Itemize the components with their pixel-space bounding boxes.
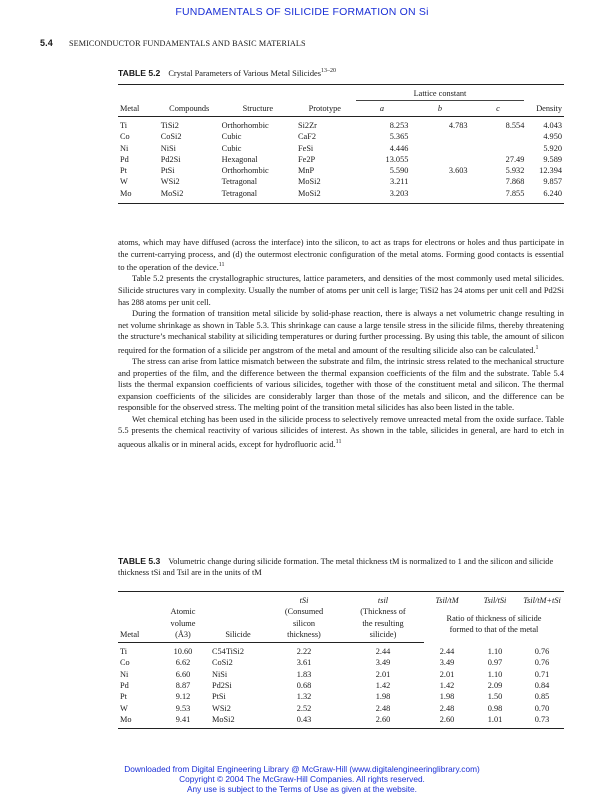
table-cell (410, 154, 469, 165)
table-cell: NiSi (160, 143, 176, 153)
footer-line: Copyright © 2004 The McGraw-Hill Companies. All rights reserved. (179, 774, 425, 784)
col-header: silicon (292, 618, 316, 628)
table-cell: Ni (120, 143, 129, 153)
col-header: tSi (266, 592, 342, 607)
caption-text: Crystal Parameters of Various Metal Silicides (168, 68, 322, 78)
paragraph: atoms, which may have diffused (across the interface) into the silicon, to act as traps for electrons or holes and thus participate in the current-carrying process, and (d) the outermost electronic configuration of the metal atoms. Forming good contacts is essential to the operation of the device.$^{11}$ (118, 237, 564, 272)
table-cell: 1.32 (296, 692, 312, 702)
col-header: c (470, 101, 527, 117)
table-cell: 4.446 (389, 143, 409, 153)
table-cell: CoSi2 (212, 658, 233, 668)
table-5-2-caption (118, 66, 568, 79)
table-cell: CoSi2 (160, 132, 182, 142)
table-cell: 3.61 (296, 658, 312, 668)
table-row (118, 165, 564, 176)
table-cell: 2.01 (439, 669, 455, 679)
table-row (118, 176, 564, 187)
table-cell: 0.71 (534, 669, 550, 679)
table-cell: WSi2 (160, 177, 180, 187)
table-cell: PtSi (212, 692, 226, 702)
caption-text: Volumetric change during silicide formation. The metal thickness tM is normalized to 1 and the silicon and silicide thickness tSi and Tsil are in the units of tM (118, 557, 554, 577)
col-header: tsil (342, 592, 424, 607)
table-cell: Pd2Si (160, 154, 181, 164)
table-cell (410, 188, 469, 204)
table-cell: 2.60 (342, 714, 424, 729)
table-cell: 10.60 (173, 647, 193, 657)
paragraph: During the formation of transition metal silicide by solid-phase reaction, there is always a net volumetric change resulting in net volume shrinkage as shown in Table 5.3. This shrinkage can cause a large tensile stress in the silicide films, thereby threatening the structure’s mechanical stability at siliciding temperatures or during further processing. By using this table, the amount of silicon required for the formation of a silicide per angstrom of the metal and amount of the resulting silicide also can be calculated.$^1$ (118, 308, 564, 355)
table-cell (470, 131, 527, 142)
ratio-header: Ratio of thickness of silicide formed to that of the metal (446, 614, 542, 635)
col-header: thickness) (266, 629, 342, 643)
table-cell: 1.10 (487, 669, 503, 679)
table-cell: 0.73 (520, 714, 564, 729)
table-cell: Co (120, 658, 130, 668)
table-cell: Ti (120, 121, 128, 130)
col-header: (Consumed (284, 607, 324, 617)
table-cell: TiSi2 (160, 121, 179, 130)
table-row (118, 643, 564, 658)
col-header: Structure (220, 101, 296, 117)
table-cell: 4.950 (543, 132, 562, 142)
col-header: Metal (118, 629, 156, 643)
table-cell: 6.62 (175, 658, 191, 668)
table-cell: 6.60 (175, 669, 191, 679)
table-cell: 3.211 (390, 177, 409, 187)
running-head (40, 38, 580, 48)
table-cell: 9.12 (175, 692, 191, 702)
table-5-3 (118, 591, 564, 729)
table-cell: 0.97 (487, 658, 503, 668)
table-cell: W (120, 177, 128, 187)
table-cell: 1.98 (375, 692, 391, 702)
table-5-2-body (118, 117, 564, 204)
table-cell: Orthorhombic (221, 121, 269, 130)
table-5-3-body (118, 643, 564, 729)
table-cell: MoSi2 (210, 714, 266, 729)
table-cell: 27.49 (505, 154, 525, 164)
table-cell: Pd2Si (212, 681, 232, 691)
col-header: a (354, 101, 411, 117)
table-cell: Hexagonal (221, 154, 258, 164)
table-cell: 9.857 (543, 177, 562, 187)
col-header: Tsil/tSi (470, 592, 520, 607)
table-cell: Ti (120, 647, 128, 657)
table-row (118, 154, 564, 165)
table-row (118, 188, 564, 204)
table-cell: 8.253 (389, 121, 409, 130)
table-cell: Mo (118, 188, 159, 204)
page-number: 5.4 (40, 38, 53, 48)
col-header: Atomic (170, 607, 196, 617)
col-header: volume (170, 618, 196, 628)
table-cell (410, 143, 469, 154)
table-cell: Pd (120, 681, 129, 691)
table-cell: 0.84 (534, 681, 550, 691)
table-cell: 2.22 (296, 647, 312, 657)
table-5-3-caption (118, 556, 568, 578)
col-header: Density (526, 101, 564, 117)
table-cell: Cubic (221, 143, 242, 153)
download-footer (0, 764, 604, 794)
table-cell: PtSi (160, 166, 175, 176)
table-cell: 0.68 (296, 681, 312, 691)
table-cell: C54TiSi2 (212, 647, 244, 657)
table-cell: WSi2 (212, 703, 231, 713)
table-cell: 1.83 (296, 669, 312, 679)
footer-line: Any use is subject to the Terms of Use as given at the website. (187, 784, 417, 794)
table-cell: 2.60 (424, 714, 470, 729)
table-cell: 3.603 (448, 166, 468, 176)
table-cell: Mo (118, 714, 156, 729)
table-cell: 4.783 (448, 121, 468, 130)
paragraph: The stress can arise from lattice mismatch between the substrate and film, the intrinsic stress related to the mechanical structure and properties of the film, and the difference between the thermal expansion coefficients of the film and the substrate. Table 5.4 lists the thermal expansion coefficients of various silicides, together with those of the constituent metal and silicon. The thermal expansion coefficients of the silicides are considerably larger than those of the metals and silicon, and the difference can be responsible for the observed stress. The melting point of the transition metal silicides has also been listed in the table. (118, 356, 564, 413)
table-cell: 5.590 (389, 166, 409, 176)
col-header: Compounds (159, 101, 220, 117)
table-cell: 1.98 (439, 692, 455, 702)
table-cell: 12.394 (539, 166, 562, 176)
table-row (118, 657, 564, 668)
table-cell: Si2Zr (298, 121, 317, 130)
table-label: TABLE 5.2 (118, 67, 161, 78)
table-cell: Tetragonal (221, 177, 258, 187)
col-header: Tsil/tM+tSi (520, 592, 564, 607)
table-cell: 2.48 (439, 703, 455, 713)
table-cell: 3.49 (439, 658, 455, 668)
table-cell: 3.49 (375, 658, 391, 668)
table-cell: 9.41 (156, 714, 210, 729)
table-cell: 5.365 (389, 132, 409, 142)
col-header: Silicide (210, 629, 266, 643)
table-cell (410, 176, 469, 187)
table-label: TABLE 5.3 (118, 556, 161, 566)
table-cell (470, 143, 527, 154)
col-header: Prototype (296, 101, 354, 117)
table-cell: 8.87 (175, 681, 191, 691)
col-header: Metal (118, 101, 159, 117)
table-cell (410, 131, 469, 142)
caption-refs: 13–20 (321, 68, 337, 74)
table-cell: 3.203 (354, 188, 411, 204)
table-cell: MnP (298, 166, 315, 176)
col-header: b (410, 101, 469, 117)
table-cell: 5.920 (543, 143, 562, 153)
table-cell: 8.554 (505, 121, 525, 130)
table-cell: 0.43 (266, 714, 342, 729)
table-cell: CaF2 (298, 132, 316, 142)
table-cell: 6.240 (526, 188, 564, 204)
table-cell: 0.98 (487, 703, 503, 713)
table-row (118, 669, 564, 680)
table-row (118, 703, 564, 714)
table-cell: 1.01 (470, 714, 520, 729)
table-cell: 4.043 (543, 121, 562, 130)
table-cell: 2.44 (375, 647, 391, 657)
table-row (118, 691, 564, 702)
col-header: the resulting (362, 618, 404, 628)
table-cell: 5.932 (505, 166, 525, 176)
table-cell: 2.09 (487, 681, 503, 691)
document-banner: FUNDAMENTALS OF SILICIDE FORMATION ON Si (175, 6, 429, 18)
paragraph: Table 5.2 presents the crystallographic structures, lattice parameters, and densities of the most commonly used metal silicides. Silicide structures vary in complexity. Usually the number of atoms per unit cell is large; TiSi2 has 24 atoms per unit cell and Pd2Si has 288 atoms per unit cell. (118, 273, 564, 307)
table-5-2 (118, 84, 564, 204)
table-cell: Co (120, 132, 130, 142)
paragraph: Wet chemical etching has been used in the silicide process to selectively remove unreacted metal from the oxide surface. Table 5.5 presents the chemical reactivity of various silicides of interest. As shown in the table, silicides in general, are hard to etch in aqueous alkalis or in mineral acids, except for hydrofluoric acid.$^{11}$ (118, 413, 564, 449)
col-header: silicide) (342, 629, 424, 643)
table-cell: MoSi2 (296, 188, 354, 204)
table-cell: NiSi (212, 669, 228, 679)
table-cell: Fe2P (298, 154, 316, 164)
table-cell: 2.52 (296, 703, 312, 713)
footer-line[interactable]: Downloaded from Digital Engineering Library @ McGraw-Hill (www.digitalengineeringlibrary.com) (124, 764, 480, 774)
table-cell: MoSi2 (159, 188, 220, 204)
lattice-constant-header: Lattice constant (354, 85, 527, 102)
col-header: Tsil/tM (424, 592, 470, 607)
table-cell: 7.855 (470, 188, 527, 204)
table-cell: 1.10 (487, 646, 503, 656)
table-cell: 2.48 (375, 703, 391, 713)
table-cell: 7.868 (505, 177, 525, 187)
table-cell: Tetragonal (220, 188, 296, 204)
table-cell: 1.42 (375, 681, 391, 691)
table-cell: 0.70 (534, 703, 550, 713)
table-cell: Cubic (221, 132, 242, 142)
table-row (118, 680, 564, 691)
table-cell: 13.055 (385, 154, 409, 164)
table-cell: 1.50 (487, 692, 503, 702)
table-cell: 1.42 (439, 681, 455, 691)
table-cell: Orthorhombic (221, 166, 269, 176)
table-cell: 0.76 (534, 646, 550, 656)
table-row (118, 117, 564, 132)
table-cell: Pt (120, 166, 127, 176)
table-cell: W (120, 703, 128, 713)
table-cell: Pd (120, 154, 129, 164)
table-cell: 0.85 (534, 692, 550, 702)
table-cell: Ni (120, 669, 129, 679)
col-header: (Å3) (156, 629, 210, 643)
table-cell: 9.53 (175, 703, 191, 713)
table-cell: MoSi2 (298, 177, 321, 187)
table-row (118, 714, 564, 729)
table-cell: 2.44 (439, 646, 455, 656)
table-cell: Pt (120, 692, 127, 702)
body-text (118, 237, 564, 450)
table-cell: FeSi (298, 143, 314, 153)
table-cell: 0.76 (534, 658, 550, 668)
chapter-title: SEMICONDUCTOR FUNDAMENTALS AND BASIC MATERIALS (68, 39, 306, 48)
table-cell: 9.589 (543, 154, 562, 164)
col-header: (Thickness of (360, 607, 406, 617)
table-cell: 2.01 (375, 669, 391, 679)
table-row (118, 131, 564, 142)
table-row (118, 143, 564, 154)
